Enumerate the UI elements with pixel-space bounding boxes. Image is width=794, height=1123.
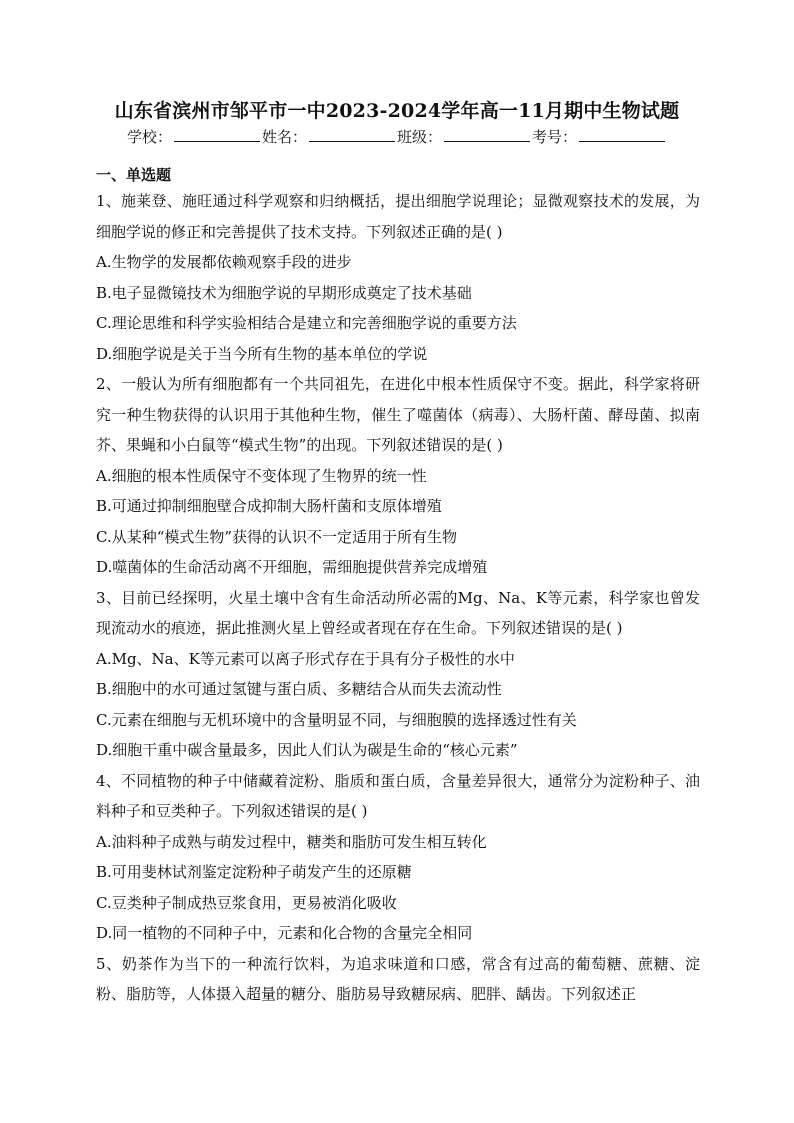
section-heading: 一、单选题	[96, 166, 172, 184]
question-2	[96, 369, 700, 583]
option-b: B.可用斐林试剂鉴定淀粉种子萌发产生的还原糖	[96, 863, 412, 881]
question-stem: 1、施莱登、施旺通过科学观察和归纳概括，提出细胞学说理论；显微观察技术的发展，为细胞学说的修正和完善提供了技术支持。下列叙述正确的是( )	[96, 192, 700, 241]
class-label: 班级：	[397, 128, 443, 146]
question-4	[96, 766, 700, 949]
exam-title: 山东省滨州市邹平市一中2023-2024学年高一11月期中生物试题	[114, 100, 680, 122]
option-b: B.可通过抑制细胞壁合成抑制大肠杆菌和支原体增殖	[96, 497, 442, 515]
number-label: 考号：	[532, 128, 578, 146]
option-b: B.细胞中的水可通过氢键与蛋白质、多糖结合从而失去流动性	[96, 680, 502, 698]
question-stem: 3、目前已经探明，火星土壤中含有生命活动所必需的Mg、Na、K等元素，科学家也曾发现流动水的痕迹，据此推测火星上曾经或者现在存在生命。下列叙述错误的是( )	[96, 588, 700, 637]
option-a: A.油料种子成熟与萌发过程中，糖类和脂肪可发生相互转化	[96, 832, 487, 851]
option-d: D.细胞干重中碳含量最多，因此人们认为碳是生命的“核心元素”	[96, 741, 518, 759]
option-d: D.同一植物的不同种子中，元素和化合物的含量完全相同	[96, 924, 473, 942]
option-c: C.豆类种子制成热豆浆食用，更易被消化吸收	[96, 893, 397, 912]
option-b: B.电子显微镜技术为细胞学说的早期形成奠定了技术基础	[96, 283, 472, 302]
school-label: 学校：	[126, 128, 172, 146]
option-c: C.从某种“模式生物”获得的认识不一定适用于所有生物	[96, 527, 458, 546]
option-a: A.生物学的发展都依赖观察手段的进步	[96, 253, 352, 271]
option-c: C.元素在细胞与无机环境中的含量明显不同，与细胞膜的选择透过性有关	[96, 710, 577, 729]
question-stem: 4、不同植物的种子中储藏着淀粉、脂质和蛋白质，含量差异很大，通常分为淀粉种子、油料种子和豆类种子。下列叙述错误的是( )	[96, 771, 700, 820]
class-blank[interactable]	[444, 127, 530, 142]
option-d: D.细胞学说是关于当今所有生物的基本单位的学说	[96, 344, 428, 363]
question-list	[96, 186, 700, 1010]
question-stem: 5、奶茶作为当下的一种流行饮料，为追求味道和口感，常含有过高的葡萄糖、蔗糖、淀粉、脂肪等，人体摄入超量的糖分、脂肪易导致糖尿病、肥胖、龋齿。下列叙述正	[96, 954, 700, 1003]
option-c: C.理论思维和科学实验相结合是建立和完善细胞学说的重要方法	[96, 314, 517, 332]
name-blank[interactable]	[309, 127, 395, 142]
question-1	[96, 186, 700, 369]
name-label: 姓名：	[261, 128, 307, 146]
student-info-line	[0, 126, 794, 147]
question-stem: 2、一般认为所有细胞都有一个共同祖先，在进化中根本性质保守不变。据此，科学家将研究一种生物获得的认识用于其他种生物，催生了噬菌体（病毒）、大肠杆菌、酵母菌、拟南芥、果蝇和小白鼠等“模式生物”的出现。下列叙述错误的是( )	[96, 375, 700, 454]
option-a: A.Mg、Na、K等元素可以离子形式存在于具有分子极性的水中	[96, 649, 515, 668]
option-d: D.噬菌体的生命活动离不开细胞，需细胞提供营养完成增殖	[96, 558, 488, 576]
school-blank[interactable]	[174, 127, 260, 142]
option-a: A.细胞的根本性质保守不变体现了生物界的统一性	[96, 466, 427, 485]
number-blank[interactable]	[579, 127, 665, 142]
question-3	[96, 583, 700, 766]
question-5	[96, 949, 700, 1010]
